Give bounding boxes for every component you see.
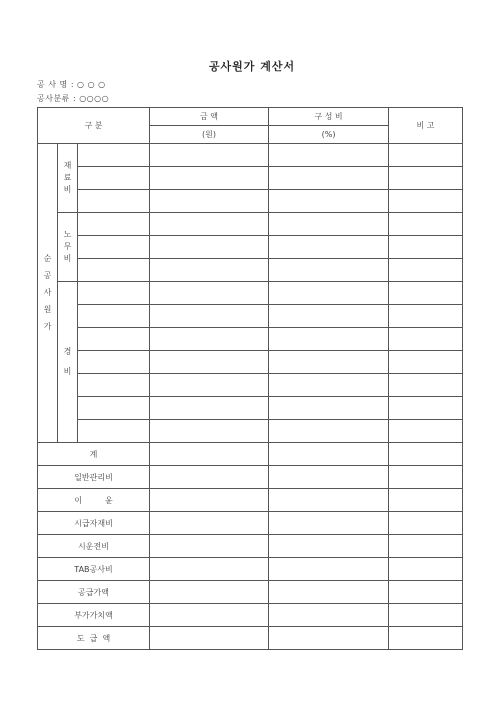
item-cell <box>78 282 150 305</box>
amount-cell <box>150 167 269 190</box>
ratio-cell <box>269 397 389 420</box>
group-char: 비 <box>63 254 72 263</box>
remarks-cell <box>389 282 463 305</box>
item-cell <box>78 259 150 282</box>
net-cost-char: 사 <box>43 288 52 297</box>
group-char: 무 <box>63 242 72 251</box>
summary-row <box>38 604 463 627</box>
amount-cell <box>150 397 269 420</box>
ratio-cell <box>269 443 389 466</box>
amount-cell <box>150 558 269 581</box>
ratio-cell <box>269 282 389 305</box>
summary-row <box>38 466 463 489</box>
remarks-cell <box>389 213 463 236</box>
item-cell <box>78 328 150 351</box>
table-row <box>38 397 463 420</box>
net-cost-char: 원 <box>43 305 52 314</box>
ratio-cell <box>269 627 389 650</box>
summary-label: 이 윤 <box>38 489 150 512</box>
ratio-cell <box>269 213 389 236</box>
table-row <box>38 420 463 443</box>
item-cell <box>78 305 150 328</box>
table-row <box>38 167 463 190</box>
item-cell <box>78 374 150 397</box>
ratio-cell <box>269 604 389 627</box>
header-amount: 금 액 <box>150 108 269 126</box>
summary-label: 계 <box>38 443 150 466</box>
summary-label: 시운전비 <box>38 535 150 558</box>
remarks-cell <box>389 443 463 466</box>
table-row <box>38 190 463 213</box>
amount-cell <box>150 144 269 167</box>
amount-cell <box>150 305 269 328</box>
header-category: 구 분 <box>38 108 150 144</box>
table-row <box>38 351 463 374</box>
summary-row <box>38 535 463 558</box>
item-cell <box>78 144 150 167</box>
table-row <box>38 144 463 167</box>
table-row <box>38 259 463 282</box>
ratio-cell <box>269 374 389 397</box>
remarks-cell <box>389 374 463 397</box>
amount-cell <box>150 282 269 305</box>
project-type: 공사분류 : ○○○○ <box>37 94 110 103</box>
remarks-cell <box>389 466 463 489</box>
ratio-cell <box>269 259 389 282</box>
summary-row <box>38 512 463 535</box>
net-cost-char: 가 <box>43 322 52 331</box>
ratio-cell <box>269 558 389 581</box>
group-char: 비 <box>63 185 72 194</box>
item-cell <box>78 420 150 443</box>
table-row <box>38 305 463 328</box>
remarks-cell <box>389 627 463 650</box>
labor-cost-label <box>58 213 78 282</box>
amount-cell <box>150 351 269 374</box>
remarks-cell <box>389 236 463 259</box>
remarks-cell <box>389 259 463 282</box>
summary-row <box>38 489 463 512</box>
remarks-cell <box>389 420 463 443</box>
remarks-cell <box>389 167 463 190</box>
remarks-cell <box>389 351 463 374</box>
summary-row <box>38 443 463 466</box>
material-cost-label <box>58 144 78 213</box>
group-char: 노 <box>63 230 72 239</box>
header-ratio: 구 성 비 <box>269 108 389 126</box>
item-cell <box>78 236 150 259</box>
ratio-cell <box>269 236 389 259</box>
expense-label <box>58 282 78 443</box>
ratio-cell <box>269 466 389 489</box>
item-cell <box>78 351 150 374</box>
amount-cell <box>150 190 269 213</box>
amount-cell <box>150 535 269 558</box>
amount-cell <box>150 604 269 627</box>
summary-row <box>38 627 463 650</box>
net-cost-label <box>38 144 58 443</box>
remarks-cell <box>389 190 463 213</box>
header-ratio-unit: (%) <box>269 126 389 144</box>
amount-cell <box>150 420 269 443</box>
amount-cell <box>150 213 269 236</box>
remarks-cell <box>389 535 463 558</box>
group-char: 료 <box>63 173 72 182</box>
remarks-cell <box>389 581 463 604</box>
summary-label: 도 급 액 <box>38 627 150 650</box>
summary-label: 시급자재비 <box>38 512 150 535</box>
ratio-cell <box>269 190 389 213</box>
item-cell <box>78 397 150 420</box>
amount-cell <box>150 374 269 397</box>
remarks-cell <box>389 144 463 167</box>
summary-label: 부가가치액 <box>38 604 150 627</box>
amount-cell <box>150 489 269 512</box>
cost-calculation-table <box>37 107 463 650</box>
header-row <box>38 108 463 126</box>
remarks-cell <box>389 397 463 420</box>
project-name: 공 사 명 : ○ ○ ○ <box>37 80 106 89</box>
summary-row <box>38 581 463 604</box>
summary-row <box>38 558 463 581</box>
header-remarks: 비 고 <box>389 108 463 144</box>
ratio-cell <box>269 512 389 535</box>
group-char: 재 <box>63 161 72 170</box>
remarks-cell <box>389 512 463 535</box>
ratio-cell <box>269 489 389 512</box>
header-amount-unit: (원) <box>150 126 269 144</box>
remarks-cell <box>389 305 463 328</box>
amount-cell <box>150 466 269 489</box>
amount-cell <box>150 581 269 604</box>
ratio-cell <box>269 144 389 167</box>
remarks-cell <box>389 328 463 351</box>
amount-cell <box>150 443 269 466</box>
ratio-cell <box>269 535 389 558</box>
net-cost-char: 순 <box>43 254 52 263</box>
amount-cell <box>150 512 269 535</box>
net-cost-char: 공 <box>43 271 52 280</box>
remarks-cell <box>389 558 463 581</box>
summary-label: TAB공사비 <box>38 558 150 581</box>
ratio-cell <box>269 167 389 190</box>
item-cell <box>78 167 150 190</box>
remarks-cell <box>389 604 463 627</box>
table-row <box>38 282 463 305</box>
ratio-cell <box>269 581 389 604</box>
ratio-cell <box>269 351 389 374</box>
table-row <box>38 213 463 236</box>
document-title: 공사원가 계산서 <box>208 60 296 73</box>
amount-cell <box>150 259 269 282</box>
amount-cell <box>150 236 269 259</box>
table-row <box>38 328 463 351</box>
table-row <box>38 374 463 397</box>
amount-cell <box>150 627 269 650</box>
item-cell <box>78 213 150 236</box>
ratio-cell <box>269 328 389 351</box>
summary-label: 공급가액 <box>38 581 150 604</box>
amount-cell <box>150 328 269 351</box>
table-row <box>38 236 463 259</box>
remarks-cell <box>389 489 463 512</box>
ratio-cell <box>269 305 389 328</box>
item-cell <box>78 190 150 213</box>
summary-label: 일반관리비 <box>38 466 150 489</box>
group-char: 비 <box>63 367 72 376</box>
group-char: 경 <box>63 347 72 356</box>
ratio-cell <box>269 420 389 443</box>
